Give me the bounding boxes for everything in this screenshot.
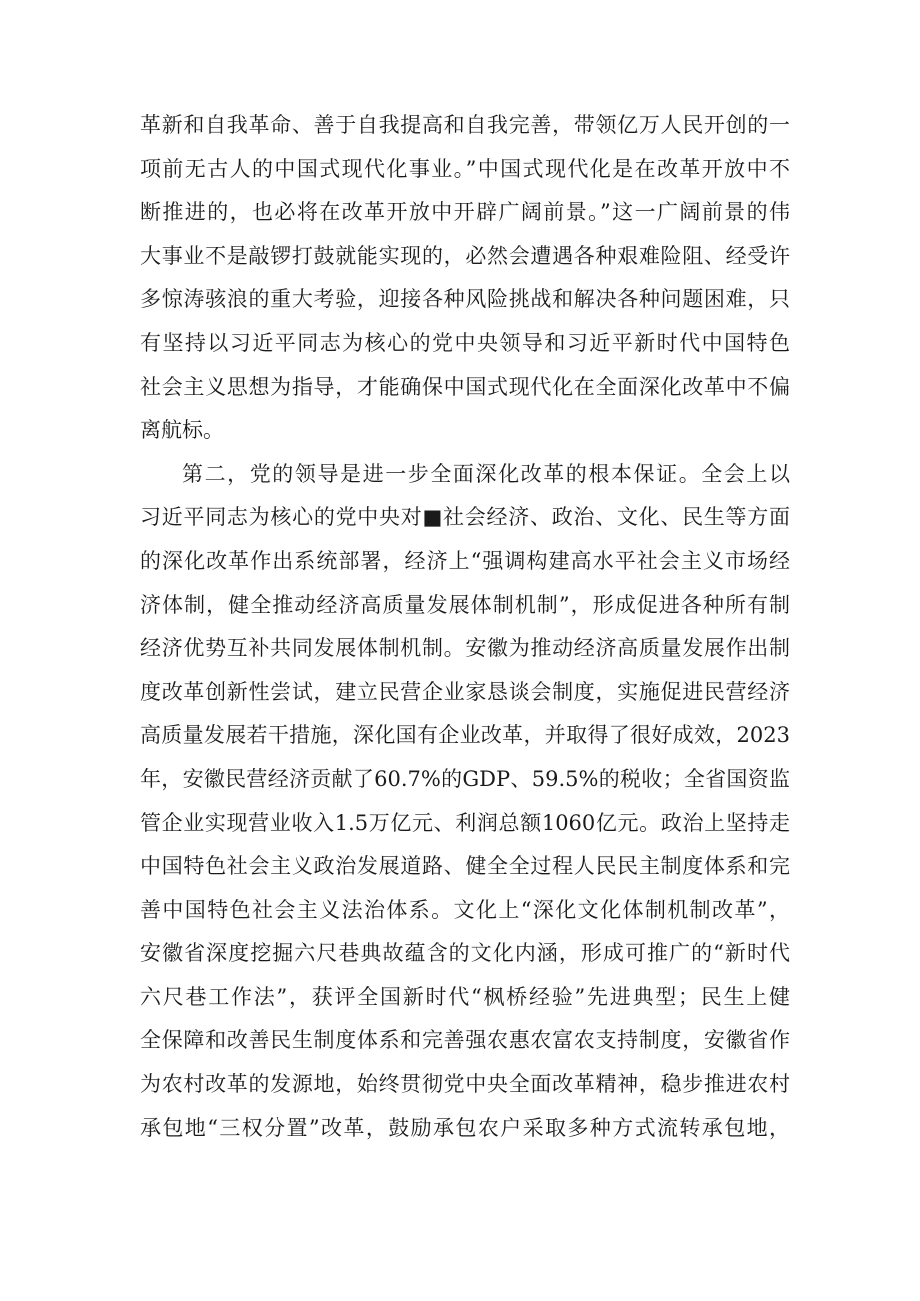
text-line: 高质量发展若干措施，深化国有企业改革，并取得了很好成效，2023 bbox=[140, 723, 790, 748]
text-line: 社会主义思想为指导，才能确保中国式现代化在全面深化改革中不偏 bbox=[140, 374, 790, 399]
text-line: 善中国特色社会主义法治体系。文化上“深化文化体制机制改革”， bbox=[140, 897, 790, 922]
text-line: 断推进的，也必将在改革开放中开辟广阔前景。”这一广阔前景的伟 bbox=[140, 200, 790, 225]
text-line: 有坚持以习近平同志为核心的党中央领导和习近平新时代中国特色 bbox=[140, 330, 790, 355]
text-line: 六尺巷工作法”，获评全国新时代“枫桥经验”先进典型；民生上健 bbox=[140, 984, 790, 1009]
text-line: 度改革创新性尝试，建立民营企业家恳谈会制度，实施促进民营经济 bbox=[140, 679, 790, 704]
text-line: 管企业实现营业收入1.5万亿元、利润总额1060亿元。政治上坚持走 bbox=[140, 810, 790, 835]
text-line: 安徽省深度挖掘六尺巷典故蕴含的文化内涵，形成可推广的“新时代 bbox=[140, 941, 790, 966]
text-line: 多惊涛骇浪的重大考验，迎接各种风险挑战和解决各种问题困难，只 bbox=[140, 287, 790, 312]
text-line: 大事业不是敲锣打鼓就能实现的，必然会遭遇各种艰难险阻、经受许 bbox=[140, 243, 790, 268]
text-line: 承包地“三权分置”改革，鼓励承包农户采取多种方式流转承包地， bbox=[140, 1115, 790, 1140]
text-line: 济体制，健全推动经济高质量发展体制机制”，形成促进各种所有制 bbox=[140, 592, 790, 617]
text-line: 为农村改革的发源地，始终贯彻党中央全面改革精神，稳步推进农村 bbox=[140, 1072, 790, 1097]
text-line: 中国特色社会主义政治发展道路、健全全过程人民民主制度体系和完 bbox=[140, 854, 790, 879]
text-line: 全保障和改善民生制度体系和完善强农惠农富农支持制度，安徽省作 bbox=[140, 1028, 790, 1053]
text-line: 的深化改革作出系统部署，经济上“强调构建高水平社会主义市场经 bbox=[140, 548, 790, 573]
text-line: 革新和自我革命、善于自我提高和自我完善，带领亿万人民开创的一 bbox=[140, 113, 790, 137]
body-text bbox=[140, 104, 790, 1150]
text-line: 离航标。 bbox=[140, 418, 224, 443]
text-line: 项前无古人的中国式现代化事业。”中国式现代化是在改革开放中不 bbox=[140, 156, 790, 181]
text-line: 年，安徽民营经济贡献了60.7%的GDP、59.5%的税收；全省国资监 bbox=[140, 766, 790, 791]
text-line: 习近平同志为核心的党中央对■社会经济、政治、文化、民生等方面 bbox=[140, 505, 790, 530]
text-line: 经济优势互补共同发展体制机制。安徽为推动经济高质量发展作出制 bbox=[140, 636, 790, 661]
paragraph-start-line: 第二，党的领导是进一步全面深化改革的根本保证。全会上以 bbox=[182, 461, 790, 486]
